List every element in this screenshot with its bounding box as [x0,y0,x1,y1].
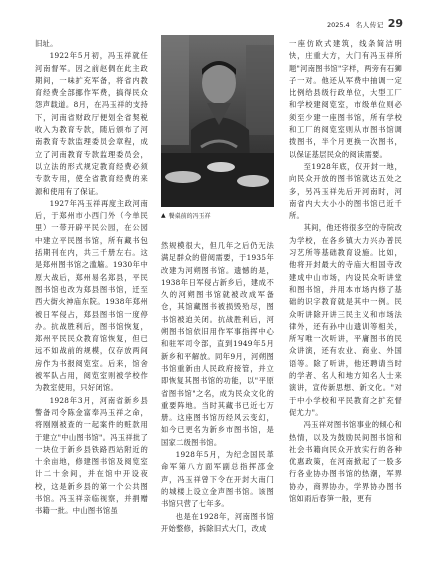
portrait-photo-image [161,35,274,207]
caption-marker: ▲ [161,212,166,219]
text-column-1 [35,38,148,568]
photo-block [161,35,274,220]
page-header [327,17,403,30]
paragraph: 1928年3月，河南省新乡县警备司令陈金富奉冯玉祥之命，将刚刚被查的一起案件的赃款用于建立"中山图书馆"。冯玉祥批了一块位于新乡县铁路西站附近的十余亩地，修建图书馆及阅览室计二十余间，并在馆中开设夜校，这是新乡县的第一个公共图书馆。冯玉祥亲临视察，并捐赠书籍一批。中山图书馆虽 [35,395,148,516]
paragraph: 1922年5月初，冯玉祥就任河南督军。因之前赵倜在此主政期间，一味扩充军备，将省内教育经费全部挪作军费，搞得民众怨声载道。8月，在冯玉祥的支持下，河南省财政厅便划全省契税收入为教育专款，随后颁布了河南教育专款监理委员会章程，成立了河南教育专款监理委员会，以立法的形式规定教育经费必须专款专用，使全省教育经费的来源和使用有了保证。 [35,51,148,196]
paragraph: 其间，他还将很多空的寺院改为学校，在各乡镇大力兴办普民习艺所等基础教育设施。比如，他将开封最大的寺庙大相国寺改建成中山市场，内设民众听讲堂和图书馆，并用本市场内修了基础的识字教育就是其中一例。民众听讲除开讲三民主义和市场法律外，还有孙中山遗训等相关，所写唯一次听讲，平庸图书的民众讲演，还有农业、商业、外国语等。除了听讲，他还聘请当时的学者、名人和地方知名人士来演讲，宣传新思想、新文化。"对于中小学校和平民教育之扩充督促尤力"。 [289,223,402,417]
text-column-2 [161,240,274,570]
paragraph: 旧址。 [35,39,58,48]
paragraph: 1927年冯玉祥再度主政河南后，于郑州市小西门外（今单民里）一带开辟平民公园，在公园中建立平民图书馆，所有藏书包括期刊在内，共三千册左右。这是郑州图书馆之滥觞。1930年中原大战后，郑州易名郑县，平民图书馆也改为郑县图书馆，迁至西大街火神庙东院。1938年郑州被日军侵占，郑县图书馆一度停办。抗战胜利后，图书馆恢复，郑州平民民众教育馆恢复，但已远不如战前的规模，仅存放两间房作为书报阅览室。后来，馆舍被军队占用，阅览室则被学校作为教室使用，只好闭馆。 [35,198,148,393]
caption-text: 餐桌前的冯玉祥 [168,213,211,220]
paragraph: 也是在1928年，河南图书馆开始整修，拆除旧式大门，改成 [161,511,274,533]
paragraph: 冯玉祥对图书馆事业的倾心和热情，以及为鼓励民间图书馆和社会书籍向民众开放实行的各种优惠政策，在河南掀起了一股多行各业协办图书馆的热潮，军界协办，商界协办，学界协办图书馆如雨后春笋一般，更有 [289,420,402,503]
text-column-3 [289,38,402,568]
portrait-photo [161,35,274,207]
paragraph: 至1928年底，仅开封一地，向民众开放的图书馆就达五处之多，另冯玉祥先后开河南时，河南省内大大小小的图书馆已近千所。 [289,161,402,221]
paragraph: 然规模很大，但几年之后仍无法满足群众的借阅需要，于1935年改建为河朔图书馆。遗憾的是，1938年日军侵占新乡后，建成不久的河朔图书馆就被改成军备仓，其馆藏图书被损毁殆尽，图书馆被迫关闭。抗战胜利后，河朔图书馆依旧用作军事指挥中心和驻军司令部，直到1949年5月新乡和平解放。同年9月，河朔图书馆重新由人民政府接管，并立即恢复其图书馆的功能，以"平原省图书馆"之名，成为民众文化的重要阵地。当时其藏书已近七万册。这座图书馆历经风云变幻，如今已更名为新乡市图书馆，是国家二级图书馆。 [161,241,274,447]
paragraph: 1928年5月，为纪念国民革命军第八方面军副总指挥邵金声，冯玉祥曾下令在开封大南门的城楼上设立金声图书馆。该图书馆只营了七年多。 [161,450,274,509]
paragraph: 一座仿欧式建筑，线条简洁明快，庄重大方，大门有冯玉祥所题"河南图书馆"字样，两旁有石狮子一对。他还从军费中抽调一定比例给县级行政单位，大型工厂和学校建阅览室，市级单位则必须至少建一座图书馆，所有学校和工厂的阅览室则从市图书馆调拨图书，半个月更换一次图书，以保证基层民众的阅读需要。 [289,39,402,159]
photo-caption [161,211,274,220]
page-number: 29 [387,17,403,30]
column-title: 名人传记 [355,21,384,29]
issue-number: 2025.4 [326,21,350,29]
